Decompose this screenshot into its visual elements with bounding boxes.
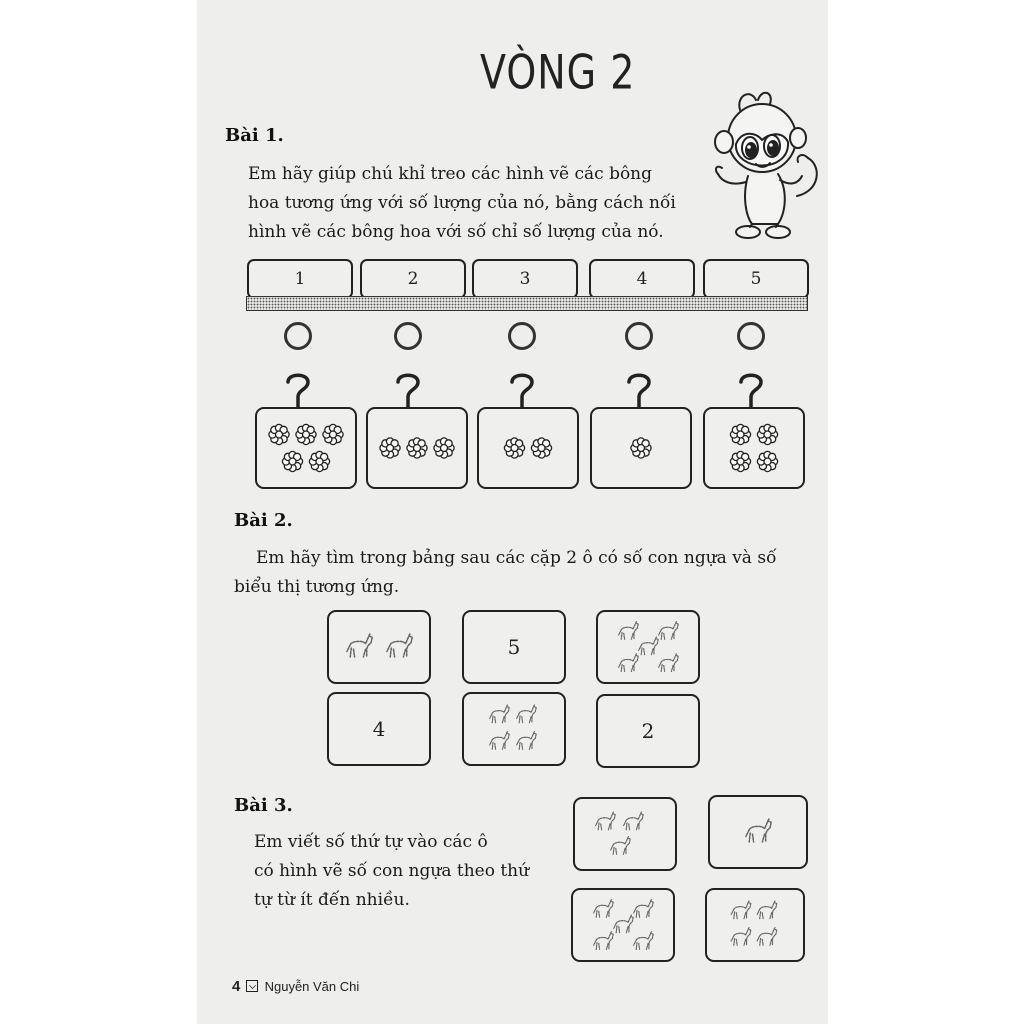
flower-card[interactable] (703, 407, 805, 489)
exercise3-text (254, 828, 529, 915)
number-box[interactable]: 2 (360, 259, 466, 299)
hook-icon[interactable] (736, 370, 766, 410)
hook-icon[interactable] (507, 370, 537, 410)
ring-icon[interactable] (508, 322, 536, 350)
horse-icon (490, 731, 510, 749)
number-box[interactable]: 3 (472, 259, 578, 299)
text-line: hình vẽ các bông hoa với số chỉ số lượng của nó. (248, 222, 664, 242)
match-card[interactable] (327, 610, 431, 684)
text-line: Em hãy tìm trong bảng sau các cặp 2 ô có số con ngựa và số (256, 548, 777, 568)
flower-icon (407, 438, 427, 458)
match-card[interactable] (462, 692, 566, 766)
flower-icon (631, 438, 651, 458)
flower-icon (757, 424, 777, 444)
text-line: Em viết số thứ tự vào các ô (254, 832, 488, 852)
flower-icon (531, 438, 551, 458)
flower-card[interactable] (255, 407, 357, 489)
text-line: tự từ ít đến nhiều. (254, 890, 410, 910)
flower-icon (730, 451, 750, 471)
monkey-illustration (712, 86, 824, 246)
flower-icon (323, 424, 343, 444)
page-number: 4 (232, 978, 241, 995)
horse-icon (731, 901, 751, 919)
horse-icon (490, 705, 510, 723)
flower-icon (282, 451, 302, 471)
horse-icon (596, 812, 616, 830)
flower-icon (434, 438, 454, 458)
flower-icon (730, 424, 750, 444)
flower-icon (504, 438, 524, 458)
hanging-bar (246, 296, 808, 311)
hook-icon[interactable] (393, 370, 423, 410)
flower-card[interactable] (590, 407, 692, 489)
ring-icon[interactable] (737, 322, 765, 350)
text-line: Em hãy giúp chú khỉ treo các hình vẽ các bông (248, 164, 653, 184)
horse-icon (614, 915, 634, 933)
horse-order-card[interactable] (708, 795, 808, 869)
horse-icon (634, 932, 654, 950)
horse-icon (619, 621, 639, 639)
flower-card[interactable] (477, 407, 579, 489)
horse-icon (659, 654, 679, 672)
horse-icon (347, 634, 372, 657)
ring-icon[interactable] (394, 322, 422, 350)
horse-icon (757, 901, 777, 919)
page-footer (232, 978, 359, 995)
match-card[interactable] (327, 692, 431, 766)
exercise2-text (234, 544, 777, 602)
flower-card[interactable] (366, 407, 468, 489)
horse-icon (639, 637, 659, 655)
horse-icon (517, 705, 537, 723)
text-line: có hình vẽ số con ngựa theo thứ (254, 861, 530, 881)
text-line: biểu thị tương ứng. (234, 577, 400, 597)
horse-order-card[interactable] (571, 888, 675, 962)
exercise2-heading: Bài 2. (234, 510, 293, 531)
author-name: Nguyễn Văn Chi (264, 979, 360, 994)
horse-icon (634, 899, 654, 917)
flower-icon (269, 424, 289, 444)
card-number: 5 (507, 635, 521, 659)
horse-icon (746, 819, 771, 842)
match-card[interactable] (462, 610, 566, 684)
horse-icon (594, 932, 614, 950)
hook-icon[interactable] (624, 370, 654, 410)
horse-icon (757, 927, 777, 945)
horse-order-card[interactable] (573, 797, 677, 871)
horse-icon (731, 927, 751, 945)
exercise1-heading: Bài 1. (225, 125, 284, 146)
ring-icon[interactable] (625, 322, 653, 350)
ring-icon[interactable] (284, 322, 312, 350)
flower-icon (296, 424, 316, 444)
text-line: hoa tương ứng với số lượng của nó, bằng cách nối (248, 193, 676, 213)
horse-icon (387, 634, 412, 657)
horse-icon (611, 836, 631, 854)
horse-icon (594, 899, 614, 917)
number-box[interactable]: 1 (247, 259, 353, 299)
flower-icon (380, 438, 400, 458)
flower-icon (757, 451, 777, 471)
exercise1-text (248, 160, 676, 247)
number-box[interactable]: 5 (703, 259, 809, 299)
horse-icon (624, 812, 644, 830)
flower-icon (309, 451, 329, 471)
card-number: 4 (372, 717, 386, 741)
horse-icon (517, 731, 537, 749)
card-number: 2 (641, 719, 655, 743)
number-box[interactable]: 4 (589, 259, 695, 299)
horse-icon (619, 654, 639, 672)
book-icon (246, 980, 258, 992)
horse-order-card[interactable] (705, 888, 805, 962)
exercise3-heading: Bài 3. (234, 795, 293, 816)
horse-icon (659, 621, 679, 639)
match-card[interactable] (596, 694, 700, 768)
hook-icon[interactable] (283, 370, 313, 410)
match-card[interactable] (596, 610, 700, 684)
page-title: VÒNG 2 (480, 44, 636, 100)
